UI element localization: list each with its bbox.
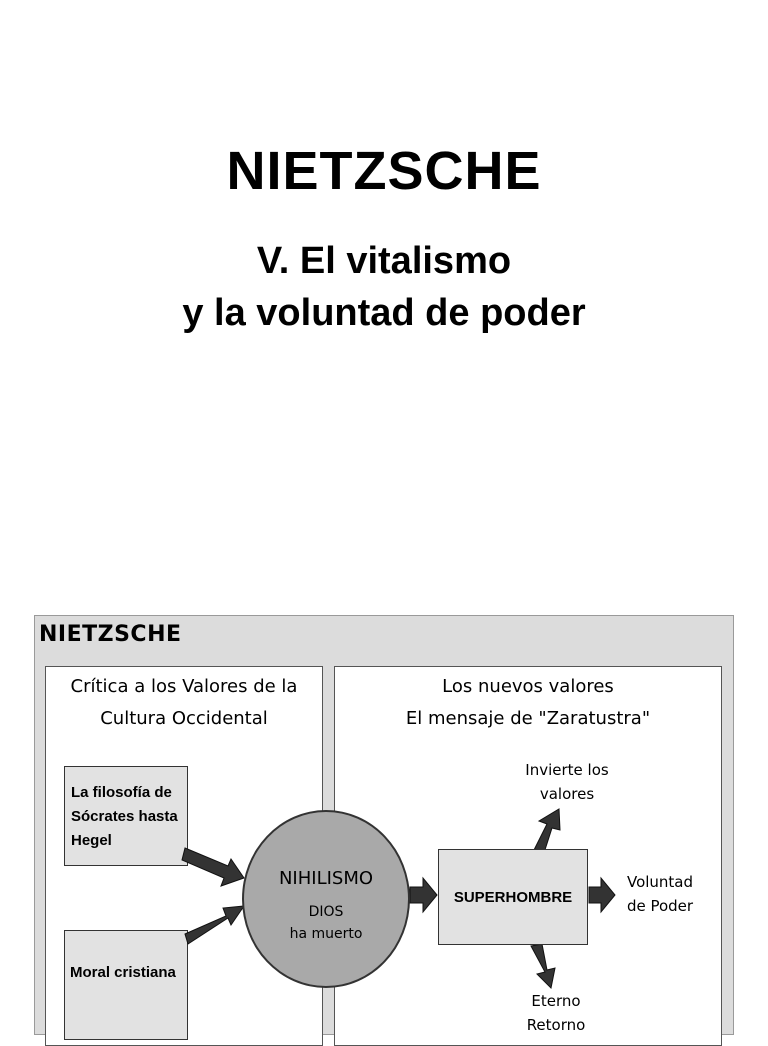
- socrates-box-line2: Sócrates hasta: [71, 808, 178, 825]
- nihilism-label: NIHILISMO: [278, 868, 374, 889]
- voluntad-line2: de Poder: [626, 897, 694, 915]
- god-label: DIOS: [308, 904, 344, 920]
- nietzsche-concept-diagram: [34, 615, 734, 1035]
- socrates-box-line1: La filosofía de: [71, 784, 172, 801]
- is-dead-label: ha muerto: [289, 926, 363, 942]
- critique-heading-line2: Cultura Occidental: [100, 708, 268, 729]
- new-values-heading-line1: Los nuevos valores: [442, 676, 614, 697]
- eterno-retorno-label: [501, 989, 611, 1037]
- voluntad-line1: Voluntad: [626, 873, 694, 891]
- invierte-line2: valores: [539, 785, 595, 803]
- slide-title: NIETZSCHE: [226, 141, 542, 201]
- slide-subtitle-line2: y la voluntad de poder: [182, 292, 586, 334]
- critique-heading-line1: Crítica a los Valores de la: [70, 676, 298, 697]
- diagram-title: NIETZSCHE: [39, 622, 182, 647]
- invierte-valores-label: [497, 758, 637, 806]
- socrates-box-line3: Hegel: [71, 832, 112, 849]
- eterno-line1: Eterno: [531, 992, 581, 1010]
- new-values-heading-line2: El mensaje de "Zaratustra": [405, 708, 651, 729]
- voluntad-poder-label: [610, 870, 710, 918]
- slide-subtitle-line1: V. El vitalismo: [256, 240, 512, 282]
- invierte-line1: Invierte los: [525, 761, 609, 779]
- eterno-line2: Retorno: [526, 1016, 586, 1034]
- nihilism-circle: [242, 810, 410, 988]
- socrates-hegel-box: [64, 766, 188, 866]
- moral-box-label: Moral cristiana: [70, 964, 176, 981]
- superhombre-box: [438, 849, 588, 945]
- superhombre-label: SUPERHOMBRE: [453, 888, 573, 906]
